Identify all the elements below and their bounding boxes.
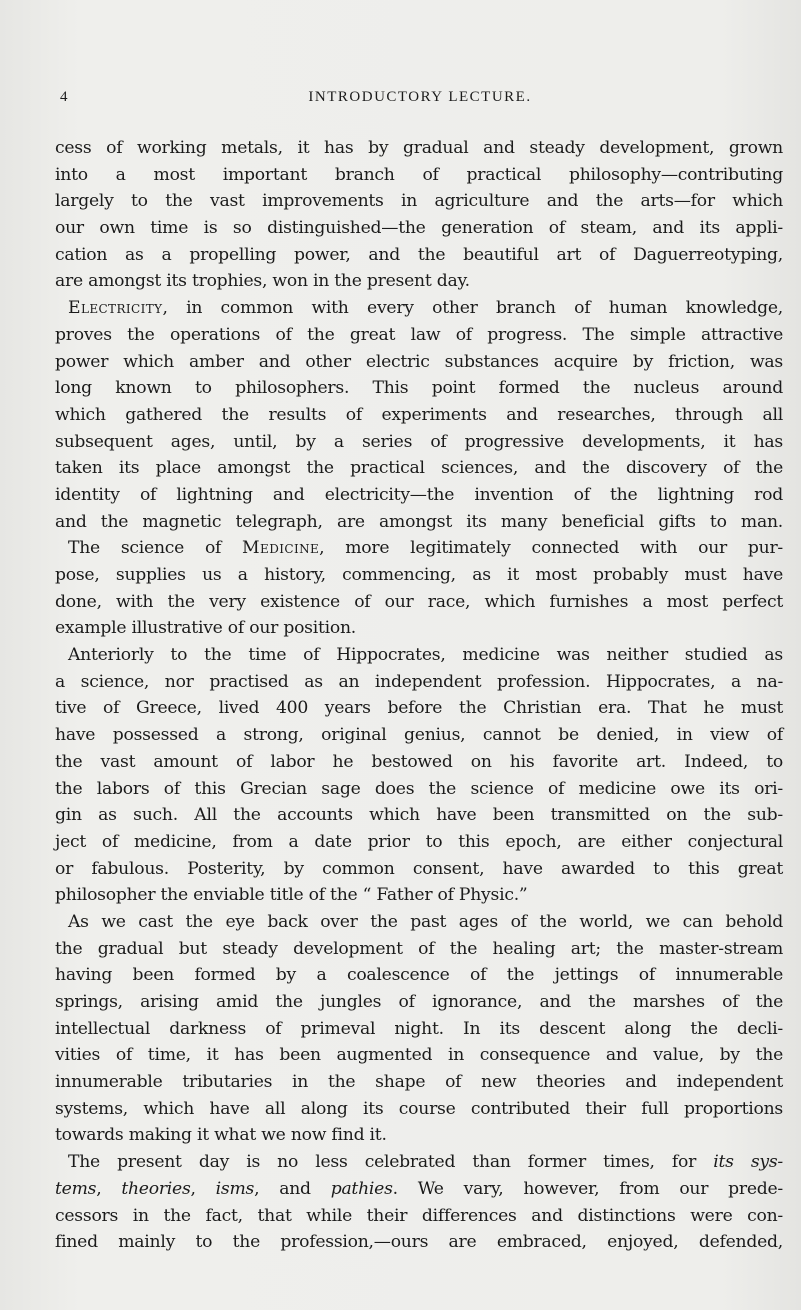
text-line: our own time is so distinguished—the generation of steam, and its appli- (55, 218, 783, 239)
text-fragment: . We vary, however, from our prede- (392, 1178, 783, 1199)
italic-phrase: its sys- (713, 1152, 783, 1173)
text-line: tive of Greece, lived 400 years before the Christian era. That he must (55, 698, 783, 719)
text-line-italics (55, 1176, 783, 1203)
text-line: pose, supplies us a history, commencing, as it most probably must have (55, 565, 783, 585)
text-line: ject of medicine, from a date prior to this epoch, are either conjectural (55, 831, 783, 852)
text-line: or fabulous. Posterity, by common consent, have awarded to this great (55, 858, 783, 879)
text-line: proves the operations of the great law of progress. The simple attractive (55, 324, 783, 345)
text-line: vities of time, it has been augmented in consequence and value, by the (55, 1045, 783, 1066)
body-text (55, 135, 783, 1256)
text-line: a science, nor practised as an independent profession. Hippocrates, a na- (55, 671, 783, 692)
text-line: towards making it what we now find it. (55, 1125, 387, 1146)
text-line: intellectual darkness of primeval night. In its descent along the decli- (55, 1018, 783, 1039)
text-line: largely to the vast improvements in agriculture and the arts—for which (55, 191, 783, 212)
italic-word-pathies: pathies (330, 1178, 393, 1199)
text-line: subsequent ages, until, by a series of progressive developments, it has (55, 431, 783, 452)
text-line: into a most important branch of practical philosophy—contributing (55, 164, 783, 185)
text-line: systems, which have all along its course contributed their full proportions (55, 1098, 783, 1119)
text-line: example illustrative of our position. (55, 618, 357, 639)
text-line: and the magnetic telegraph, are amongst its many beneficial gifts to man. (55, 511, 783, 532)
text-line: long known to philosophers. This point formed the nucleus around (55, 378, 783, 399)
paragraph-medicine-start (55, 535, 783, 562)
text-line: springs, arising amid the jungles of ignorance, and the marshes of the (55, 992, 783, 1012)
page-header (60, 89, 780, 113)
italic-word-tems: tems (55, 1178, 97, 1199)
page-number: 4 (60, 89, 69, 105)
text-fragment: , in common with every other branch of human knowledge, (162, 298, 783, 319)
text-line: have possessed a strong, original genius, cannot be denied, in view of (55, 725, 783, 746)
text-line: cessors in the fact, that while their differences and distinctions were con- (55, 1205, 783, 1226)
text-line: fined mainly to the profession,—ours are embraced, enjoyed, defended, (55, 1232, 783, 1253)
text-fragment: , (190, 1178, 216, 1199)
text-line: are amongst its trophies, won in the present day. (55, 271, 470, 292)
text-line: the gradual but steady development of the healing art; the master-stream (55, 938, 783, 959)
text-line: having been formed by a coalescence of the jettings of innumerable (55, 965, 783, 986)
text-line: gin as such. All the accounts which have been transmitted on the sub- (55, 805, 783, 826)
text-line: cation as a propelling power, and the beautiful art of Daguerreotyping, (55, 244, 783, 265)
text-fragment: The science of (68, 538, 243, 559)
text-line: done, with the very existence of our race, which furnishes a most perfect (55, 591, 783, 612)
text-line: cess of working metals, it has by gradual and steady development, grown (55, 138, 783, 158)
keyword-electricity: Electricity (68, 298, 163, 319)
text-fragment: , more legitimately connected with our pur- (319, 538, 783, 559)
text-line: philosopher the enviable title of the “ Father of Physic.” (55, 885, 528, 906)
text-line: innumerable tributaries in the shape of new theories and independent (55, 1072, 783, 1093)
paragraph-present-day-start (55, 1149, 783, 1176)
text-line: As we cast the eye back over the past ages of the world, we can behold (68, 911, 783, 932)
italic-word-theories: theories (121, 1178, 191, 1199)
text-line: identity of lightning and electricity—the invention of the lightning rod (55, 484, 783, 505)
text-fragment: , and (254, 1178, 331, 1199)
running-head: INTRODUCTORY LECTURE. (308, 89, 532, 105)
text-line: Anteriorly to the time of Hippocrates, medicine was neither studied as (68, 645, 783, 666)
text-line: which gathered the results of experiments and researches, through all (55, 404, 783, 425)
text-line: taken its place amongst the practical sciences, and the discovery of the (55, 458, 783, 479)
text-fragment: The present day is no less celebrated than former times, for (68, 1152, 714, 1173)
text-line: the labors of this Grecian sage does the science of medicine owe its ori- (55, 778, 783, 799)
text-line: power which amber and other electric substances acquire by friction, was (55, 351, 783, 372)
italic-word-isms: isms (215, 1178, 255, 1199)
text-fragment: , (96, 1178, 122, 1199)
text-line: the vast amount of labor he bestowed on his favorite art. Indeed, to (55, 751, 783, 772)
paragraph-electricity-start (55, 295, 783, 322)
keyword-medicine: Medicine (242, 538, 320, 559)
